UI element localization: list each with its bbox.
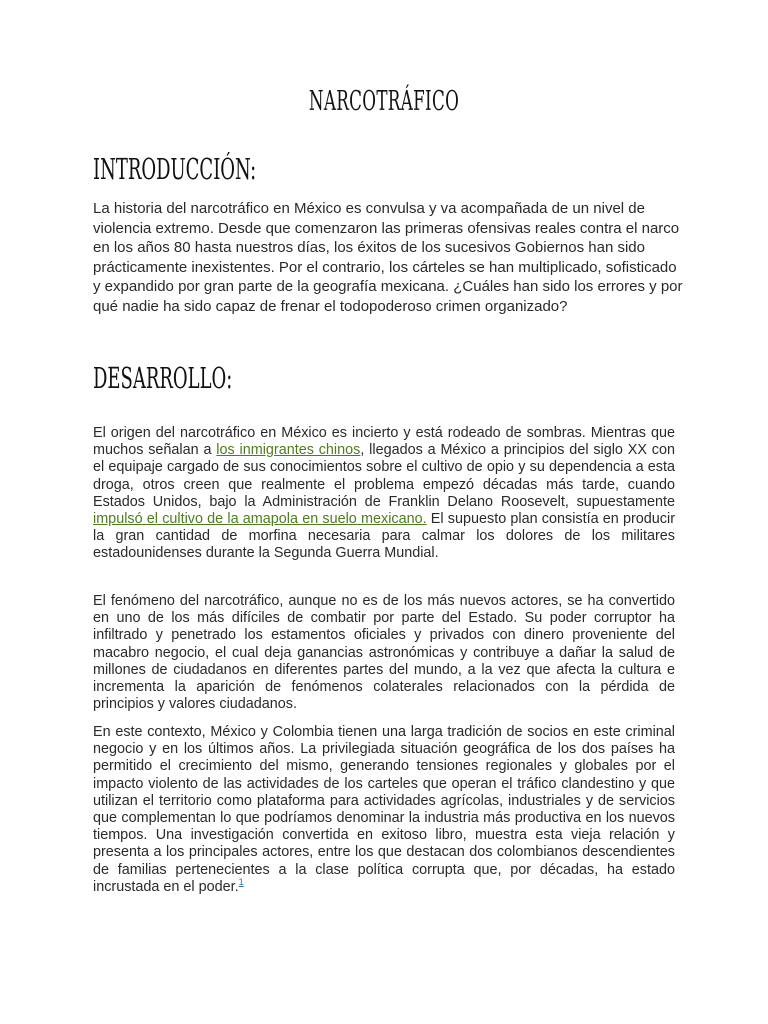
document-title: NARCOTRÁFICO [308,86,460,117]
footnote-reference[interactable]: 1 [238,877,244,888]
paragraph-text: El origen del narcotráfico en México es incierto y está rodeado de sombras. Mientras que muchos señalan a [93,425,675,459]
development-heading: DESARROLLO: [93,361,233,395]
paragraph-text: El supuesto plan consistía en producir la gran cantidad de morfina necesaria para calmar los dolores de los militares estadounidenses durante la Segunda Guerra Mundial. [93,511,675,562]
link-poppy-cultivation[interactable]: impulsó el cultivo de la amapola en suelo mexicano. [93,511,427,528]
paragraph-origin [93,425,675,563]
paragraph-text: , llegados a México a principios del siglo XX con el equipaje cargado de sus conocimientos sobre el cultivo de opio y su dependencia a esta droga, otros creen que realmente el problema empezó décadas más tarde, cuando Estados Unidos, bajo la Administración de Franklin Delano Roosevelt, supuestamente [93,442,676,510]
paragraph-phenomenon: El fenómeno del narcotráfico, aunque no es de los más nuevos actores, se ha convertido en uno de los más difíciles de combatir por parte del Estado. Su poder corruptor ha infiltrado y penetrado los estamentos oficiales y privados con dinero proveniente del macabro negocio, el cual deja ganancias astronómicas y contribuye a dañar la salud de millones de ciudadanos en diferentes partes del mundo, a la vez que afecta la cultura e incrementa la aparición de fenómenos colaterales relacionados con la pérdida de principios y valores ciudadanos. [93,593,675,713]
intro-heading: INTRODUCCIÓN: [93,152,257,186]
paragraph-text: En este contexto, México y Colombia tienen una larga tradición de socios en este criminal negocio y en los últimos años. La privilegiada situación geográfica de los dos países ha permitido el crecimiento del mismo, generando tensiones regionales y globales por el impacto violento de las actividades de los carteles que operan el tráfico clandestino y que utilizan el territorio como plataforma para actividades agrícolas, industriales y de servicios que complementan lo que podríamos denominar la industria más productiva en los nuevos tiempos. Una investigación convertida en exitoso libro, muestra esta vieja relación y presenta a los principales actores, entre los que destacan dos colombianos descendientes de familias pertenecientes a la clase política corrupta que, por décadas, ha estado incrustada en el poder. [93,724,675,895]
link-chinese-immigrants[interactable]: los inmigrantes chinos [216,442,361,459]
paragraph-context [93,724,675,896]
intro-paragraph: La historia del narcotráfico en México es convulsa y va acompañada de un nivel de violencia extremo. Desde que comenzaron las primeras ofensivas reales contra el narco en los años 80 hasta nuestros días, los éxitos de los sucesivos Gobiernos han sido prácticamente inexistentes. Por el contrario, los cárteles se han multiplicado, sofisticado y expandido por gran parte de la geografía mexicana. ¿Cuáles han sido los errores y por qué nadie ha sido capaz de frenar el todopoderoso crimen organizado? [93,200,683,315]
